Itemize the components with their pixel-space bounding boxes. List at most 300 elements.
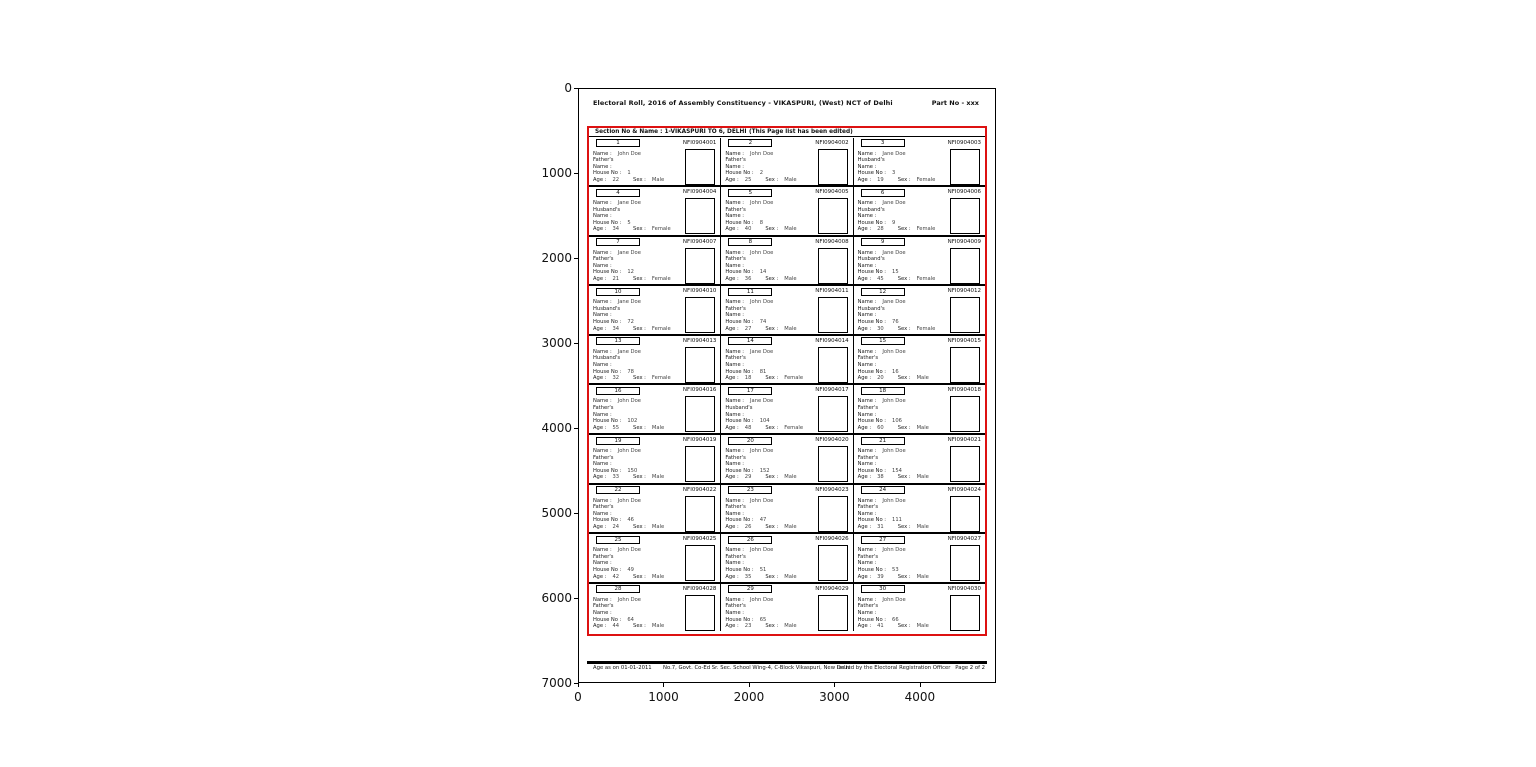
voter-id: NFI0904005 (815, 189, 849, 196)
voter-id: NFI0904009 (947, 238, 981, 245)
voter-id: NFI0904024 (947, 486, 981, 493)
age-sex-line: Age : 32 Sex : Female (593, 375, 671, 382)
house-line: House No : 8 (725, 219, 763, 226)
voter-card (721, 485, 853, 533)
serial-number-box: 5 (728, 189, 772, 197)
house-line: House No : 46 (593, 517, 634, 524)
house-line: House No : 49 (593, 567, 634, 574)
house-line: House No : 9 (857, 219, 896, 226)
x-tick-label: 3000 (819, 690, 850, 704)
voter-card-row (589, 385, 985, 435)
voter-card (854, 435, 985, 483)
photo-box (818, 595, 848, 631)
house-line: House No : 15 (857, 269, 899, 276)
voter-details (725, 250, 796, 283)
relation-line1: Father's (725, 305, 746, 312)
relation-line1: Father's (725, 603, 746, 610)
relation-line2: Name : (725, 262, 745, 269)
serial-number-box: 21 (861, 437, 905, 445)
house-line: House No : 66 (857, 616, 899, 623)
voter-card (721, 336, 853, 384)
voter-card (589, 435, 721, 483)
voter-details (858, 547, 929, 580)
voter-details (858, 349, 929, 382)
house-line: House No : 102 (593, 418, 638, 425)
house-line: House No : 16 (857, 368, 899, 375)
age-sex-line: Age : 60 Sex : Male (857, 424, 929, 431)
voter-card (721, 534, 853, 582)
footer-station: No.7, Govt. Co-Ed Sr. Sec. School Wing-4, C-Block Vikaspuri, New Delhi (663, 665, 851, 671)
voter-id: NFI0904023 (815, 486, 849, 493)
footer-issuer: Issued by the Electoral Registration Officer (837, 665, 951, 671)
photo-box (685, 595, 715, 631)
house-line: House No : 76 (857, 319, 899, 326)
voter-card-row (589, 286, 985, 336)
serial-number-box: 16 (596, 387, 640, 395)
house-line: House No : 106 (857, 418, 902, 425)
voter-id: NFI0904030 (947, 585, 981, 592)
photo-box (950, 446, 980, 482)
relation-line1: Husband's (857, 206, 885, 213)
voter-card (721, 187, 853, 235)
roll-title: Electoral Roll, 2016 of Assembly Constituency - VIKASPURI, (West) NCT of Delhi (593, 99, 893, 107)
voter-details (725, 597, 796, 630)
voter-card-row (589, 534, 985, 584)
relation-line1: Father's (725, 157, 746, 164)
x-tick-mark (663, 683, 664, 687)
age-sex-line: Age : 40 Sex : Male (725, 226, 797, 233)
photo-box (950, 248, 980, 284)
relation-line2: Name : (593, 213, 612, 220)
house-line: House No : 47 (725, 517, 767, 524)
y-tick-label: 7000 (541, 676, 572, 690)
voter-card-row (589, 435, 985, 485)
relation-line1: Father's (725, 256, 746, 263)
voter-details (858, 597, 929, 630)
voter-id: NFI0904013 (682, 337, 717, 344)
house-line: House No : 64 (593, 616, 634, 623)
voter-id: NFI0904028 (682, 585, 717, 592)
photo-box (950, 347, 980, 383)
voter-details (725, 299, 796, 332)
voter-details (858, 200, 936, 233)
relation-line2: Name : (725, 163, 745, 170)
serial-number-box: 17 (728, 387, 772, 395)
serial-number-box: 12 (861, 288, 905, 296)
voter-id: NFI0904004 (682, 189, 717, 196)
age-sex-line: Age : 36 Sex : Male (725, 276, 797, 283)
house-line: House No : 81 (725, 368, 767, 375)
relation-line2: Name : (857, 560, 877, 567)
relation-line2: Name : (857, 610, 877, 617)
voter-id: NFI0904014 (815, 337, 849, 344)
voter-id: NFI0904018 (947, 387, 981, 394)
serial-number-box: 28 (596, 585, 640, 593)
name-line: Name : John Doe (725, 249, 774, 256)
age-sex-line: Age : 33 Sex : Male (593, 474, 665, 481)
age-sex-line: Age : 24 Sex : Male (593, 524, 665, 531)
relation-line1: Father's (593, 603, 614, 610)
voter-details (593, 398, 664, 431)
voter-details (725, 498, 796, 531)
house-line: House No : 51 (725, 567, 767, 574)
voter-card (854, 286, 985, 334)
name-line: Name : John Doe (593, 497, 641, 504)
voter-id: NFI0904022 (682, 486, 717, 493)
name-line: Name : Jane Doe (857, 249, 906, 256)
relation-line2: Name : (593, 411, 612, 418)
relation-line1: Father's (593, 405, 614, 412)
house-line: House No : 5 (593, 219, 631, 226)
age-sex-line: Age : 29 Sex : Male (725, 474, 797, 481)
voter-details (858, 250, 936, 283)
part-number: Part No - xxx (931, 99, 979, 107)
house-line: House No : 72 (593, 319, 634, 326)
photo-box (950, 545, 980, 581)
photo-box (950, 149, 980, 185)
voter-id: NFI0904021 (947, 437, 981, 444)
photo-box (685, 545, 715, 581)
relation-line2: Name : (593, 510, 612, 517)
name-line: Name : John Doe (593, 547, 641, 554)
relation-line1: Father's (593, 454, 614, 461)
serial-number-box: 23 (728, 486, 772, 494)
voter-details (593, 498, 664, 531)
voter-card (854, 534, 985, 582)
house-line: House No : 65 (725, 616, 767, 623)
house-line: House No : 150 (593, 467, 638, 474)
relation-line2: Name : (857, 461, 877, 468)
age-sex-line: Age : 27 Sex : Male (725, 325, 797, 332)
name-line: Name : Jane Doe (593, 249, 641, 256)
age-sex-line: Age : 38 Sex : Male (857, 474, 929, 481)
y-tick-label: 3000 (541, 336, 572, 350)
voter-details (725, 398, 803, 431)
house-line: House No : 3 (857, 170, 896, 177)
relation-line1: Husband's (857, 305, 885, 312)
voter-details (858, 398, 929, 431)
relation-line1: Father's (857, 553, 879, 560)
relation-line2: Name : (725, 560, 745, 567)
relation-line2: Name : (725, 362, 745, 369)
relation-line2: Name : (725, 461, 745, 468)
voter-id: NFI0904015 (947, 337, 981, 344)
serial-number-box: 9 (861, 238, 905, 246)
section-name: Section No & Name : 1-VIKASPURI TO 6, DELHI (595, 128, 747, 135)
voter-details (593, 200, 671, 233)
voter-card (721, 385, 853, 433)
name-line: Name : John Doe (857, 547, 906, 554)
voter-id: NFI0904011 (815, 288, 849, 295)
name-line: Name : Jane Doe (593, 348, 641, 355)
y-tick-label: 6000 (541, 591, 572, 605)
age-sex-line: Age : 31 Sex : Male (857, 524, 929, 531)
voter-card-row (589, 237, 985, 287)
voter-card (589, 237, 721, 285)
serial-number-box: 24 (861, 486, 905, 494)
relation-line1: Father's (725, 504, 746, 511)
electoral-roll-page (579, 89, 995, 682)
relation-line2: Name : (725, 610, 745, 617)
relation-line1: Father's (857, 504, 879, 511)
y-tick-label: 4000 (541, 421, 572, 435)
x-tick-mark (920, 683, 921, 687)
serial-number-box: 19 (596, 437, 640, 445)
relation-line2: Name : (857, 262, 877, 269)
name-line: Name : Jane Doe (857, 299, 906, 306)
photo-box (950, 297, 980, 333)
photo-box (685, 248, 715, 284)
voter-card (721, 286, 853, 334)
voter-id: NFI0904001 (682, 139, 717, 146)
photo-box (685, 297, 715, 333)
photo-box (685, 496, 715, 532)
house-line: House No : 1 (593, 170, 631, 177)
voter-card (589, 138, 721, 186)
serial-number-box: 14 (728, 337, 772, 345)
name-line: Name : Jane Doe (593, 299, 641, 306)
voter-details (593, 448, 664, 481)
relation-line1: Father's (857, 454, 879, 461)
relation-line2: Name : (593, 560, 612, 567)
photo-box (818, 496, 848, 532)
voter-id: NFI0904010 (682, 288, 717, 295)
voter-card (854, 336, 985, 384)
age-sex-line: Age : 25 Sex : Male (725, 176, 797, 183)
voter-card (854, 187, 985, 235)
name-line: Name : John Doe (725, 596, 774, 603)
photo-box (685, 347, 715, 383)
photo-box (685, 446, 715, 482)
name-line: Name : John Doe (725, 497, 774, 504)
serial-number-box: 6 (861, 189, 905, 197)
name-line: Name : John Doe (857, 596, 906, 603)
voter-details (858, 299, 936, 332)
name-line: Name : John Doe (857, 448, 906, 455)
name-line: Name : John Doe (725, 299, 774, 306)
voter-details (593, 597, 664, 630)
house-line: House No : 74 (725, 319, 767, 326)
y-tick-label: 1000 (541, 166, 572, 180)
relation-line1: Husband's (857, 256, 885, 263)
voter-details (725, 448, 796, 481)
name-line: Name : Jane Doe (725, 348, 774, 355)
serial-number-box: 30 (861, 585, 905, 593)
serial-number-box: 29 (728, 585, 772, 593)
relation-line1: Father's (593, 157, 614, 164)
serial-number-box: 27 (861, 536, 905, 544)
age-sex-line: Age : 30 Sex : Female (857, 325, 936, 332)
age-sex-line: Age : 28 Sex : Female (857, 226, 936, 233)
footer-divider (587, 661, 987, 664)
serial-number-box: 2 (728, 139, 772, 147)
relation-line2: Name : (857, 213, 877, 220)
photo-box (818, 396, 848, 432)
serial-number-box: 3 (861, 139, 905, 147)
voter-card (721, 435, 853, 483)
age-sex-line: Age : 48 Sex : Female (725, 424, 804, 431)
relation-line1: Father's (725, 454, 746, 461)
photo-box (950, 396, 980, 432)
relation-line2: Name : (857, 510, 877, 517)
relation-line2: Name : (593, 312, 612, 319)
voter-card (589, 534, 721, 582)
voter-card-grid (589, 138, 985, 632)
photo-box (950, 496, 980, 532)
voter-card (589, 187, 721, 235)
relation-line2: Name : (593, 461, 612, 468)
age-sex-line: Age : 19 Sex : Female (857, 176, 936, 183)
voter-id: NFI0904017 (815, 387, 849, 394)
relation-line2: Name : (857, 411, 877, 418)
house-line: House No : 12 (593, 269, 634, 276)
relation-line1: Husband's (725, 405, 753, 412)
photo-box (685, 198, 715, 234)
photo-box (950, 595, 980, 631)
voter-details (725, 547, 796, 580)
voter-card-row (589, 138, 985, 188)
name-line: Name : Jane Doe (593, 200, 641, 207)
photo-box (818, 248, 848, 284)
voter-card (854, 584, 985, 632)
voter-id: NFI0904026 (815, 536, 849, 543)
house-line: House No : 78 (593, 368, 634, 375)
voter-details (858, 151, 936, 184)
voter-card (589, 336, 721, 384)
age-sex-line: Age : 44 Sex : Male (593, 623, 665, 630)
relation-line1: Husband's (593, 206, 621, 213)
voter-id: NFI0904003 (947, 139, 981, 146)
relation-line2: Name : (593, 262, 612, 269)
voter-details (725, 151, 796, 184)
relation-line2: Name : (725, 411, 745, 418)
relation-line1: Father's (857, 355, 879, 362)
age-sex-line: Age : 41 Sex : Male (857, 623, 929, 630)
voter-id: NFI0904008 (815, 238, 849, 245)
photo-box (685, 149, 715, 185)
voter-id: NFI0904020 (815, 437, 849, 444)
age-sex-line: Age : 42 Sex : Male (593, 573, 665, 580)
x-tick-label: 2000 (733, 690, 765, 704)
serial-number-box: 10 (596, 288, 640, 296)
age-sex-line: Age : 20 Sex : Male (857, 375, 929, 382)
name-line: Name : John Doe (725, 448, 774, 455)
age-sex-line: Age : 21 Sex : Female (593, 276, 671, 283)
name-line: Name : John Doe (725, 547, 774, 554)
age-sex-line: Age : 35 Sex : Male (725, 573, 797, 580)
photo-box (685, 396, 715, 432)
voter-details (725, 200, 796, 233)
voter-details (593, 250, 671, 283)
relation-line1: Father's (857, 603, 879, 610)
voter-details (593, 349, 671, 382)
photo-box (950, 198, 980, 234)
relation-line1: Father's (857, 405, 879, 412)
footer-page-number: Page 2 of 2 (955, 665, 985, 671)
x-tick-mark (578, 683, 579, 687)
voter-card (854, 485, 985, 533)
voter-card (721, 584, 853, 632)
voter-id: NFI0904027 (947, 536, 981, 543)
photo-box (818, 198, 848, 234)
voter-card (721, 138, 853, 186)
relation-line1: Father's (725, 553, 746, 560)
name-line: Name : John Doe (857, 398, 906, 405)
name-line: Name : Jane Doe (725, 398, 774, 405)
relation-line2: Name : (857, 362, 877, 369)
y-tick-label: 0 (564, 81, 572, 95)
voter-card (854, 385, 985, 433)
house-line: House No : 53 (857, 567, 899, 574)
name-line: Name : John Doe (725, 200, 774, 207)
photo-box (818, 347, 848, 383)
relation-line2: Name : (593, 163, 612, 170)
serial-number-box: 20 (728, 437, 772, 445)
serial-number-box: 8 (728, 238, 772, 246)
age-sex-line: Age : 18 Sex : Female (725, 375, 804, 382)
name-line: Name : Jane Doe (857, 200, 906, 207)
relation-line1: Father's (593, 256, 614, 263)
section-header-row (589, 128, 985, 137)
x-tick-label: 0 (574, 690, 582, 704)
name-line: Name : John Doe (857, 497, 906, 504)
serial-number-box: 15 (861, 337, 905, 345)
name-line: Name : John Doe (593, 150, 641, 157)
age-sex-line: Age : 23 Sex : Male (725, 623, 797, 630)
voter-id: NFI0904006 (947, 189, 981, 196)
age-sex-line: Age : 45 Sex : Female (857, 276, 936, 283)
voter-id: NFI0904016 (682, 387, 717, 394)
relation-line1: Husband's (857, 157, 885, 164)
relation-line2: Name : (725, 510, 745, 517)
serial-number-box: 22 (596, 486, 640, 494)
voter-id: NFI0904007 (682, 238, 717, 245)
relation-line1: Father's (593, 553, 614, 560)
photo-box (818, 446, 848, 482)
x-tick-mark (749, 683, 750, 687)
serial-number-box: 7 (596, 238, 640, 246)
relation-line1: Husband's (593, 305, 621, 312)
house-line: House No : 154 (857, 467, 902, 474)
house-line: House No : 104 (725, 418, 770, 425)
relation-line1: Husband's (593, 355, 621, 362)
voter-details (858, 448, 929, 481)
voter-details (858, 498, 929, 531)
name-line: Name : John Doe (593, 448, 641, 455)
voter-card-row (589, 485, 985, 535)
name-line: Name : John Doe (725, 150, 774, 157)
voter-id: NFI0904002 (815, 139, 849, 146)
relation-line2: Name : (857, 163, 877, 170)
y-tick-label: 5000 (541, 506, 572, 520)
relation-line2: Name : (593, 610, 612, 617)
house-line: House No : 2 (725, 170, 763, 177)
x-tick-mark (834, 683, 835, 687)
name-line: Name : John Doe (593, 596, 641, 603)
relation-line1: Father's (725, 355, 746, 362)
voter-details (593, 547, 664, 580)
photo-box (818, 545, 848, 581)
relation-line1: Father's (725, 206, 746, 213)
serial-number-box: 18 (861, 387, 905, 395)
age-sex-line: Age : 39 Sex : Male (857, 573, 929, 580)
age-sex-line: Age : 22 Sex : Male (593, 176, 665, 183)
serial-number-box: 1 (596, 139, 640, 147)
serial-number-box: 11 (728, 288, 772, 296)
voter-card (589, 385, 721, 433)
voter-id: NFI0904019 (682, 437, 717, 444)
footer-age-note: Age as on 01-01-2011 (593, 665, 652, 671)
